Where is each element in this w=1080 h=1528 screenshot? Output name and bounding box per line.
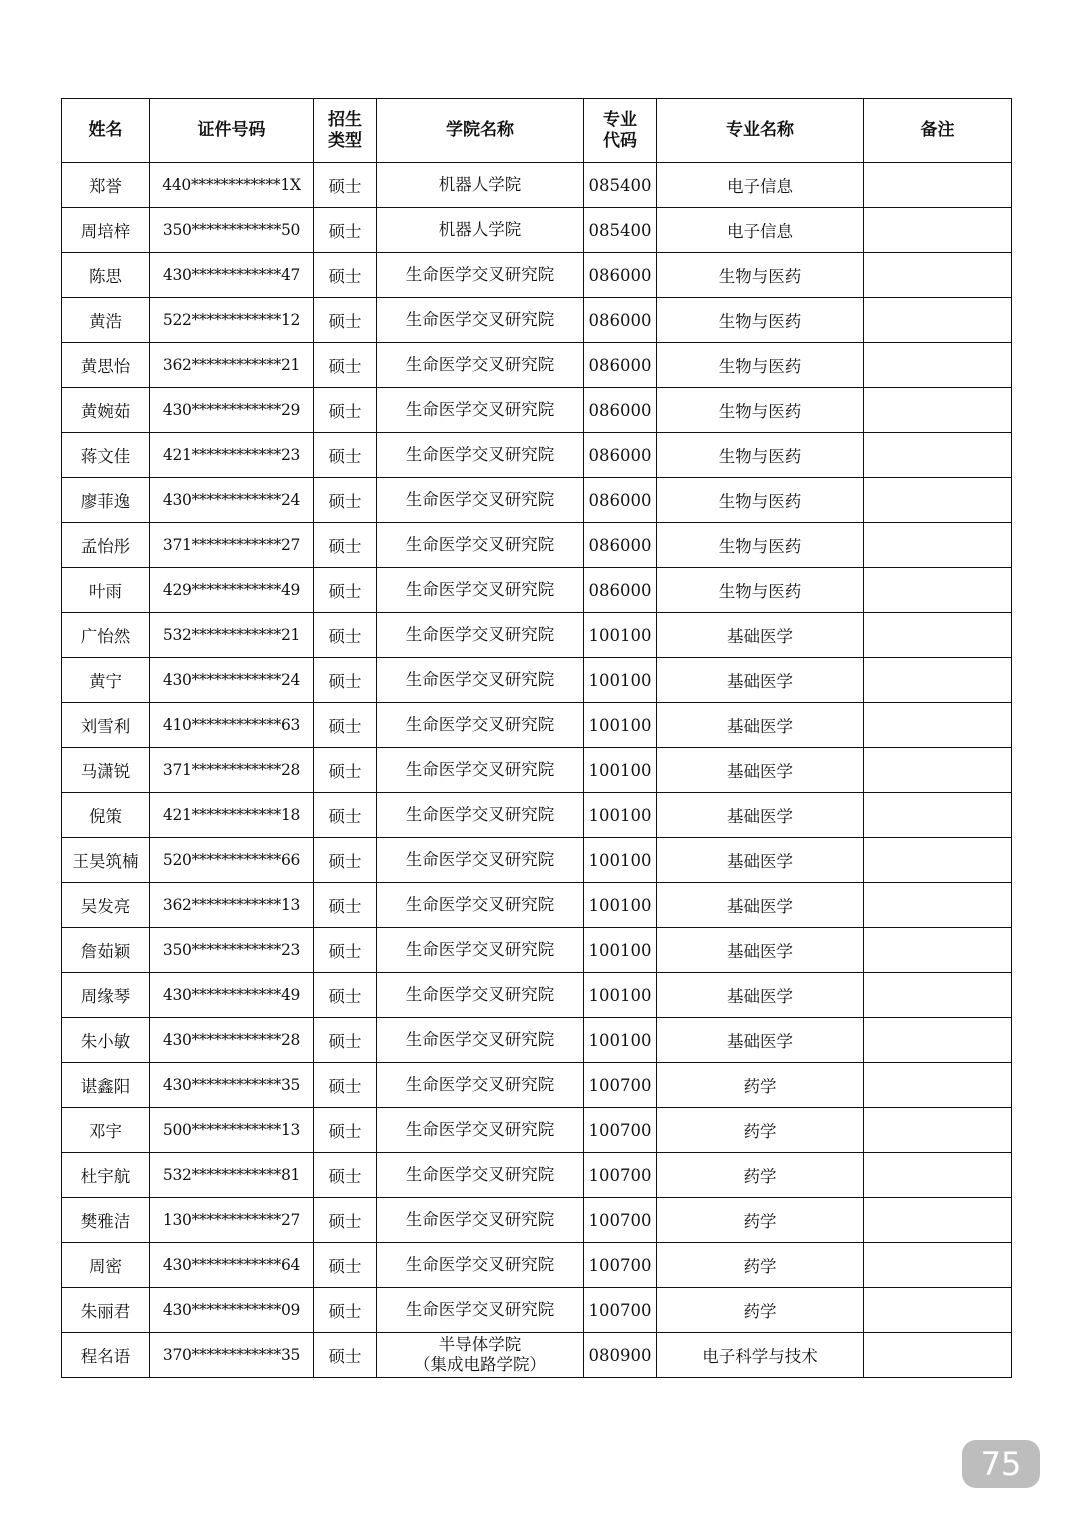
- table-row: [62, 388, 1012, 433]
- cell-enrollment-type: 硕士: [314, 1333, 377, 1378]
- cell-major-name: 电子信息: [657, 208, 864, 253]
- table-row: [62, 1243, 1012, 1288]
- cell-enrollment-type: 硕士: [314, 703, 377, 748]
- table-row: [62, 163, 1012, 208]
- cell-id-number: 430************24: [150, 658, 314, 703]
- cell-remark: [864, 1288, 1012, 1333]
- cell-major-code: 080900: [584, 1333, 657, 1378]
- cell-name: 周密: [62, 1243, 150, 1288]
- header-college: 学院名称: [377, 99, 584, 163]
- cell-enrollment-type: 硕士: [314, 163, 377, 208]
- cell-college: 机器人学院: [377, 163, 584, 208]
- cell-name: 广怡然: [62, 613, 150, 658]
- table-row: [62, 523, 1012, 568]
- cell-remark: [864, 973, 1012, 1018]
- header-major-code-line1: 专业: [603, 109, 637, 130]
- cell-id-number: 520************66: [150, 838, 314, 883]
- cell-major-name: 基础医学: [657, 928, 864, 973]
- cell-major-name: 药学: [657, 1198, 864, 1243]
- cell-id-number: 371************27: [150, 523, 314, 568]
- cell-college: [377, 1333, 584, 1378]
- cell-major-name: 基础医学: [657, 748, 864, 793]
- cell-name: 邓宇: [62, 1108, 150, 1153]
- cell-name: 廖菲逸: [62, 478, 150, 523]
- cell-enrollment-type: 硕士: [314, 973, 377, 1018]
- cell-enrollment-type: 硕士: [314, 838, 377, 883]
- cell-college: 生命医学交叉研究院: [377, 343, 584, 388]
- cell-college: 生命医学交叉研究院: [377, 658, 584, 703]
- table-row: [62, 658, 1012, 703]
- header-enrollment-type-line1: 招生: [328, 109, 362, 130]
- cell-major-code: 086000: [584, 478, 657, 523]
- cell-major-code: 100100: [584, 748, 657, 793]
- table-body: [62, 163, 1012, 1378]
- header-major-name: 专业名称: [657, 99, 864, 163]
- cell-major-name: 生物与医药: [657, 433, 864, 478]
- cell-remark: [864, 208, 1012, 253]
- cell-id-number: 362************13: [150, 883, 314, 928]
- cell-major-code: 086000: [584, 433, 657, 478]
- cell-college: 生命医学交叉研究院: [377, 1288, 584, 1333]
- cell-college: 生命医学交叉研究院: [377, 973, 584, 1018]
- cell-remark: [864, 523, 1012, 568]
- cell-major-code: 100100: [584, 928, 657, 973]
- cell-remark: [864, 478, 1012, 523]
- cell-college: 生命医学交叉研究院: [377, 433, 584, 478]
- cell-enrollment-type: 硕士: [314, 568, 377, 613]
- admission-list-table: [61, 98, 1012, 1378]
- cell-major-name: 生物与医药: [657, 523, 864, 568]
- table-row: [62, 208, 1012, 253]
- cell-remark: [864, 838, 1012, 883]
- cell-major-name: 基础医学: [657, 838, 864, 883]
- table-row: [62, 928, 1012, 973]
- cell-name: 倪策: [62, 793, 150, 838]
- table-row: [62, 1288, 1012, 1333]
- cell-college: 生命医学交叉研究院: [377, 568, 584, 613]
- table-row: [62, 298, 1012, 343]
- cell-enrollment-type: 硕士: [314, 388, 377, 433]
- cell-remark: [864, 298, 1012, 343]
- cell-remark: [864, 253, 1012, 298]
- cell-enrollment-type: 硕士: [314, 883, 377, 928]
- cell-major-name: 基础医学: [657, 973, 864, 1018]
- cell-major-name: 生物与医药: [657, 568, 864, 613]
- cell-id-number: 371************28: [150, 748, 314, 793]
- table-row: [62, 1018, 1012, 1063]
- table-row: [62, 1153, 1012, 1198]
- cell-major-name: 基础医学: [657, 613, 864, 658]
- cell-name: 陈思: [62, 253, 150, 298]
- cell-major-name: 基础医学: [657, 703, 864, 748]
- cell-name: 周缘琴: [62, 973, 150, 1018]
- cell-enrollment-type: 硕士: [314, 1243, 377, 1288]
- cell-name: 马潇锐: [62, 748, 150, 793]
- cell-enrollment-type: 硕士: [314, 1288, 377, 1333]
- table-row: [62, 343, 1012, 388]
- cell-college: 生命医学交叉研究院: [377, 928, 584, 973]
- cell-name: 谌鑫阳: [62, 1063, 150, 1108]
- cell-enrollment-type: 硕士: [314, 748, 377, 793]
- cell-remark: [864, 343, 1012, 388]
- cell-college: 生命医学交叉研究院: [377, 478, 584, 523]
- header-enrollment-type: [314, 99, 377, 163]
- cell-major-code: 100700: [584, 1288, 657, 1333]
- cell-id-number: 410************63: [150, 703, 314, 748]
- cell-name: 孟怡彤: [62, 523, 150, 568]
- header-id-number: 证件号码: [150, 99, 314, 163]
- cell-major-name: 药学: [657, 1108, 864, 1153]
- cell-id-number: 362************21: [150, 343, 314, 388]
- cell-major-name: 药学: [657, 1288, 864, 1333]
- cell-college: 生命医学交叉研究院: [377, 1063, 584, 1108]
- cell-enrollment-type: 硕士: [314, 1198, 377, 1243]
- cell-remark: [864, 1333, 1012, 1378]
- cell-id-number: 430************47: [150, 253, 314, 298]
- header-name: 姓名: [62, 99, 150, 163]
- cell-id-number: 440************1X: [150, 163, 314, 208]
- cell-remark: [864, 163, 1012, 208]
- cell-major-name: 电子信息: [657, 163, 864, 208]
- cell-id-number: 522************12: [150, 298, 314, 343]
- cell-major-name: 生物与医药: [657, 253, 864, 298]
- cell-id-number: 429************49: [150, 568, 314, 613]
- cell-college: 生命医学交叉研究院: [377, 388, 584, 433]
- table-row: [62, 1063, 1012, 1108]
- cell-id-number: 430************49: [150, 973, 314, 1018]
- table-row: [62, 793, 1012, 838]
- table-row: [62, 748, 1012, 793]
- cell-id-number: 532************81: [150, 1153, 314, 1198]
- cell-enrollment-type: 硕士: [314, 253, 377, 298]
- cell-name: 杜宇航: [62, 1153, 150, 1198]
- cell-name: 樊雅洁: [62, 1198, 150, 1243]
- cell-name: 詹茹颖: [62, 928, 150, 973]
- cell-college: 生命医学交叉研究院: [377, 523, 584, 568]
- cell-enrollment-type: 硕士: [314, 928, 377, 973]
- cell-name: 周培梓: [62, 208, 150, 253]
- cell-college: 生命医学交叉研究院: [377, 253, 584, 298]
- cell-remark: [864, 1153, 1012, 1198]
- cell-remark: [864, 1063, 1012, 1108]
- cell-college: 生命医学交叉研究院: [377, 1243, 584, 1288]
- cell-major-name: 药学: [657, 1243, 864, 1288]
- table-row: [62, 568, 1012, 613]
- cell-remark: [864, 1018, 1012, 1063]
- cell-id-number: 130************27: [150, 1198, 314, 1243]
- cell-major-code: 100700: [584, 1108, 657, 1153]
- cell-name: 刘雪利: [62, 703, 150, 748]
- cell-id-number: 430************35: [150, 1063, 314, 1108]
- cell-remark: [864, 1198, 1012, 1243]
- cell-name: 郑誉: [62, 163, 150, 208]
- table-row: [62, 1108, 1012, 1153]
- cell-name: 蒋文佳: [62, 433, 150, 478]
- cell-college: 生命医学交叉研究院: [377, 1153, 584, 1198]
- cell-name: 吴发亮: [62, 883, 150, 928]
- cell-major-code: 100100: [584, 658, 657, 703]
- cell-major-name: 药学: [657, 1153, 864, 1198]
- cell-major-code: 100700: [584, 1243, 657, 1288]
- cell-name: 黄思怡: [62, 343, 150, 388]
- cell-remark: [864, 748, 1012, 793]
- cell-remark: [864, 388, 1012, 433]
- cell-remark: [864, 658, 1012, 703]
- cell-name: 黄婉茹: [62, 388, 150, 433]
- table-row: [62, 613, 1012, 658]
- cell-major-code: 100100: [584, 793, 657, 838]
- cell-enrollment-type: 硕士: [314, 298, 377, 343]
- table-row: [62, 433, 1012, 478]
- cell-major-code: 086000: [584, 568, 657, 613]
- cell-enrollment-type: 硕士: [314, 208, 377, 253]
- cell-major-name: 基础医学: [657, 658, 864, 703]
- cell-college: 生命医学交叉研究院: [377, 793, 584, 838]
- cell-remark: [864, 1243, 1012, 1288]
- cell-major-name: 生物与医药: [657, 478, 864, 523]
- cell-id-number: 350************23: [150, 928, 314, 973]
- cell-name: 黄浩: [62, 298, 150, 343]
- cell-id-number: 421************18: [150, 793, 314, 838]
- cell-name: 王昊筑楠: [62, 838, 150, 883]
- cell-remark: [864, 703, 1012, 748]
- cell-college: 生命医学交叉研究院: [377, 838, 584, 883]
- cell-id-number: 500************13: [150, 1108, 314, 1153]
- cell-name: 叶雨: [62, 568, 150, 613]
- cell-id-number: 350************50: [150, 208, 314, 253]
- cell-remark: [864, 1108, 1012, 1153]
- cell-id-number: 430************28: [150, 1018, 314, 1063]
- cell-remark: [864, 613, 1012, 658]
- cell-college: 生命医学交叉研究院: [377, 1018, 584, 1063]
- cell-major-name: 药学: [657, 1063, 864, 1108]
- table-row: [62, 973, 1012, 1018]
- cell-name: 朱小敏: [62, 1018, 150, 1063]
- cell-remark: [864, 928, 1012, 973]
- cell-id-number: 430************24: [150, 478, 314, 523]
- cell-major-code: 086000: [584, 523, 657, 568]
- table-row: [62, 703, 1012, 748]
- cell-college-line2: （集成电路学院）: [414, 1355, 546, 1374]
- cell-college: 生命医学交叉研究院: [377, 1198, 584, 1243]
- table-row: [62, 1333, 1012, 1378]
- cell-remark: [864, 568, 1012, 613]
- table-row: [62, 253, 1012, 298]
- cell-enrollment-type: 硕士: [314, 1063, 377, 1108]
- cell-remark: [864, 793, 1012, 838]
- cell-major-code: 100100: [584, 1018, 657, 1063]
- page-number-badge: 75: [962, 1440, 1040, 1488]
- cell-id-number: 430************09: [150, 1288, 314, 1333]
- cell-id-number: 370************35: [150, 1333, 314, 1378]
- cell-college: 生命医学交叉研究院: [377, 298, 584, 343]
- table-row: [62, 478, 1012, 523]
- cell-major-code: 100100: [584, 838, 657, 883]
- table-row: [62, 1198, 1012, 1243]
- cell-name: 黄宁: [62, 658, 150, 703]
- cell-id-number: 430************29: [150, 388, 314, 433]
- cell-major-code: 100100: [584, 613, 657, 658]
- cell-major-code: 100700: [584, 1063, 657, 1108]
- cell-name: 程名语: [62, 1333, 150, 1378]
- cell-college: 生命医学交叉研究院: [377, 883, 584, 928]
- cell-enrollment-type: 硕士: [314, 523, 377, 568]
- cell-name: 朱丽君: [62, 1288, 150, 1333]
- cell-major-code: 086000: [584, 298, 657, 343]
- header-remark: 备注: [864, 99, 1012, 163]
- cell-major-code: 086000: [584, 253, 657, 298]
- cell-enrollment-type: 硕士: [314, 793, 377, 838]
- cell-college-line1: 半导体学院: [438, 1335, 522, 1354]
- cell-major-code: 100700: [584, 1153, 657, 1198]
- cell-major-code: 100700: [584, 1198, 657, 1243]
- cell-college: 机器人学院: [377, 208, 584, 253]
- cell-college: 生命医学交叉研究院: [377, 703, 584, 748]
- cell-enrollment-type: 硕士: [314, 343, 377, 388]
- cell-enrollment-type: 硕士: [314, 1153, 377, 1198]
- table-row: [62, 838, 1012, 883]
- cell-major-name: 生物与医药: [657, 343, 864, 388]
- cell-major-code: 086000: [584, 388, 657, 433]
- cell-id-number: 532************21: [150, 613, 314, 658]
- cell-remark: [864, 883, 1012, 928]
- cell-major-name: 生物与医药: [657, 388, 864, 433]
- cell-college: 生命医学交叉研究院: [377, 748, 584, 793]
- cell-enrollment-type: 硕士: [314, 1108, 377, 1153]
- cell-enrollment-type: 硕士: [314, 433, 377, 478]
- cell-id-number: 430************64: [150, 1243, 314, 1288]
- cell-major-code: 100100: [584, 703, 657, 748]
- cell-major-name: 基础医学: [657, 1018, 864, 1063]
- table-header-row: [62, 99, 1012, 163]
- cell-major-code: 100100: [584, 973, 657, 1018]
- cell-major-code: 085400: [584, 208, 657, 253]
- cell-college: 生命医学交叉研究院: [377, 613, 584, 658]
- cell-major-name: 生物与医药: [657, 298, 864, 343]
- cell-enrollment-type: 硕士: [314, 478, 377, 523]
- cell-major-name: 基础医学: [657, 793, 864, 838]
- cell-id-number: 421************23: [150, 433, 314, 478]
- table-row: [62, 883, 1012, 928]
- cell-college: 生命医学交叉研究院: [377, 1108, 584, 1153]
- header-major-code-line2: 代码: [603, 130, 637, 151]
- header-major-code: [584, 99, 657, 163]
- header-enrollment-type-line2: 类型: [328, 130, 362, 151]
- cell-remark: [864, 433, 1012, 478]
- cell-enrollment-type: 硕士: [314, 658, 377, 703]
- cell-enrollment-type: 硕士: [314, 1018, 377, 1063]
- cell-enrollment-type: 硕士: [314, 613, 377, 658]
- cell-major-name: 电子科学与技术: [657, 1333, 864, 1378]
- cell-major-code: 100100: [584, 883, 657, 928]
- cell-major-code: 086000: [584, 343, 657, 388]
- cell-major-code: 085400: [584, 163, 657, 208]
- cell-major-name: 基础医学: [657, 883, 864, 928]
